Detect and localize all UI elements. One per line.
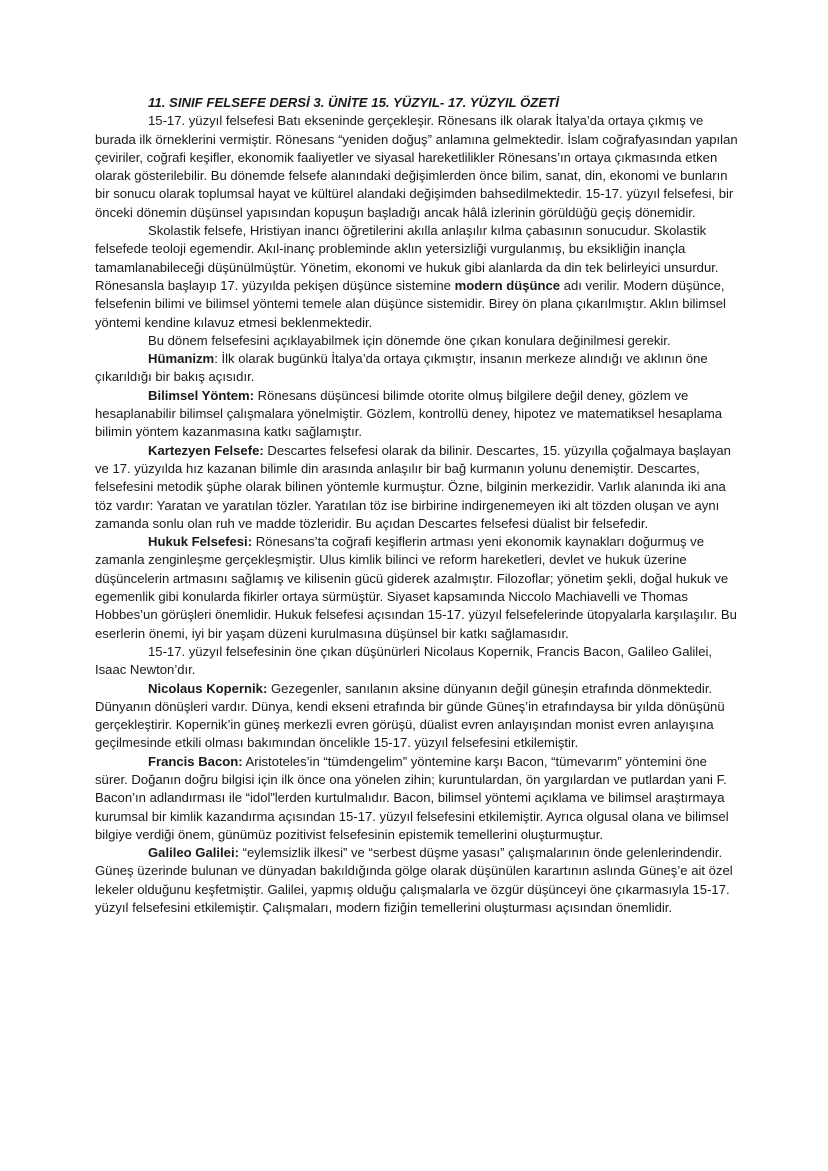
intro-paragraph: 15-17. yüzyıl felsefesi Batı ekseninde gerçekleşir. Rönesans ilk olarak İtalya’da ortaya çıkmış ve burada ilk örneklerini vermiştir. Rönesans “yeniden doğuş” anlamına gelmektedir. İslam coğrafyasından yapılan çeviriler, coğrafi keşifler, ekonomik faaliyetler ve siyasal hareketlilikler Rönesans’ın ortaya çıkmasında etken olarak gösterilebilir. Bu dönemde felsefe alanındaki değişimlerden önce bilim, sanat, din, ekonomi ve bunların bir sonucu olarak toplumsal hayat ve kültürel alandaki değişimden bahsedilmektedir. 15-17. yüzyıl felsefesi, bir önceki dönemin düşünsel yapısından kopuşun başladığı ancak hâlâ izlerinin görüldüğü geçiş dönemidir. bbox=[95, 113, 738, 220]
thinkers-intro-paragraph: 15-17. yüzyıl felsefesinin öne çıkan düşünürleri Nicolaus Kopernik, Francis Bacon, Galileo Galilei, Isaac Newton’dır. bbox=[95, 643, 713, 678]
cartesian-paragraph bbox=[95, 442, 739, 533]
document-page bbox=[95, 94, 739, 917]
humanism-text: : İlk olarak bugünkü İtalya’da ortaya çıkmıştır, insanın merkeze alındığı ve aklının öne çıkarıldığı bir bakış açısıdır. bbox=[95, 351, 708, 385]
scientific-method-label: Bilimsel Yöntem: bbox=[148, 387, 254, 403]
cartesian-text: Descartes felsefesi olarak da bilinir. Descartes, 15. yüzyılla çoğalmaya başlayan ve 17. yüzyılda hız kazanan bilimle din arasında anlaşılır bir bağ kurmanın yolunu denemiştir. Descartes, felsefesini metodik şüphe olarak bilinen yöntemle kurmuştur. Özne, bilginin merkezidir. Varlık alanında iki ana töz vardır: Yaratan ve yaratılan tözler. Yaratılan töz ise birbirine indirgenemeyen iki alt tözden oluşan ve aynı zamanda sonlu olan ruh ve madde tözleridir. Bu açıdan Descartes felsefesi düalist bir felsefedir. bbox=[95, 442, 731, 531]
bacon-label: Francis Bacon: bbox=[148, 753, 243, 769]
bacon-paragraph bbox=[95, 753, 739, 844]
scholastic-text-1: Skolastik felsefe, Hristiyan inancı öğretilerini akılla anlaşılır kılma çabasının sonucudur. Skolastik felsefede teoloji egemendir. Akıl-inanç probleminde aklın yetersizliği vurgulanmış, bu eksikliğin inançla tamamlanabileceği düşünülmüştür. Yönetim, ekonomi ve hukuk gibi alanlarda da din tek belirleyici unsurdur. Rönesansla başlayıp 17. yüzyılda pekişen düşünce sistemine bbox=[95, 223, 719, 293]
cartesian-label: Kartezyen Felsefe: bbox=[148, 442, 264, 458]
scientific-method-text: Rönesans düşüncesi bilimde otorite olmuş bilgilere değil deney, gözlem ve hesaplanabilir bilimsel çalışmalara yönelmiştir. Gözlem, kontrollü deney, hipotez ve matematiksel hesaplama bilimin yöntem kazanmasına katkı sağlamıştır. bbox=[95, 387, 723, 440]
kopernik-label: Nicolaus Kopernik: bbox=[148, 680, 268, 696]
humanism-paragraph bbox=[95, 350, 739, 387]
law-philosophy-paragraph bbox=[95, 533, 739, 643]
kopernik-text: Gezegenler, sanılanın aksine dünyanın değil güneşin etrafında dönmektedir. Dünyanın dönüşleri vardır. Dünya, kendi ekseni etrafında bir günde Güneş’in etrafındaysa bir yılda dönüşünü gerçekleştirir. Kopernik’in güneş merkezli evren görüşü, düalist evren anlayışından monist evren anlayışına geçilmesinde etkili olması bakımından öncelikle 15-17. yüzyıl felsefesini etkilemiştir. bbox=[95, 680, 725, 751]
scholastic-text-2: adı verilir. Modern düşünce, felsefenin bilimi ve bilimsel yöntemi temele alan düşünce sistemidir. Birey ön plana çıkarılmıştır. Aklın bilimsel yöntemi kendine kılavuz etmesi beklenmektedir. bbox=[95, 277, 726, 330]
document-title: 11. SINIF FELSEFE DERSİ 3. ÜNİTE 15. YÜZYIL- 17. YÜZYIL ÖZETİ bbox=[148, 95, 559, 110]
kopernik-paragraph bbox=[95, 680, 739, 753]
law-philosophy-label: Hukuk Felsefesi: bbox=[148, 534, 253, 550]
concepts-intro-paragraph: Bu dönem felsefesini açıklayabilmek için dönemde öne çıkan konulara değinilmesi gerekir. bbox=[148, 332, 671, 348]
bacon-text: Aristoteles’in “tümdengelim” yöntemine karşı Bacon, “tümevarım” yöntemini öne sürer. Doğanın doğru bilgisi için ilk önce ona yönelen zihin; kuruntulardan, ön yargılardan ve putlardan yani F. Bacon’ın adlandırması ile “idol”lerden kurtulmalıdır. Bacon, bilimsel yöntemi açıklama ve bilimsel araştırmaya kurumsal bir kimlik kazandırma açısından 15-17. yüzyıl felsefesini etkilemiştir. Ayrıca olgusal olana ve bilimsel bilgiye verdiği önem, günümüz pozitivist felsefesinin epistemik temellerini oluşturmuştur. bbox=[95, 753, 729, 842]
galilei-text: “eylemsizlik ilkesi” ve “serbest düşme yasası” çalışmalarının önde gelenlerindendir. Güneş üzerinde bulunan ve dünyadan bakıldığında gölge olarak düşünülen karartının aslında Güneş’e ait özel lekeler olduğunu keşfetmiştir. Galilei, yapmış olduğu çalışmalarla ve özgür düşünceyi öne çıkarmasıyla 15-17. yüzyıl felsefesini etkilemiştir. Çalışmaları, modern fiziğin temellerini oluşturması açısından önemlidir. bbox=[95, 845, 733, 916]
galilei-label: Galileo Galilei: bbox=[148, 845, 239, 861]
galilei-paragraph bbox=[95, 844, 739, 917]
law-philosophy-text: Rönesans’ta coğrafi keşiflerin artması yeni ekonomik kaynakları doğurmuş ve zamanla zenginleşme gerçekleşmiştir. Ulus kimlik bilinci ve reform hareketleri, devlet ve hukuk üzerine düşüncelerin artmasını sağlamış ve kilisenin gücü giderek azalmıştır. Filozoflar; yönetim şekli, doğal hukuk ve egemenlik gibi konularda fikirler ortaya sürmüştür. Siyaset kapsamında Niccolo Machiavelli ve Thomas Hobbes’un görüşleri önemlidir. Hukuk felsefesi açısından 15-17. yüzyıl felsefelerinde ütopyalarla karşılaşılır. Bu eserlerin önemi, iyi bir yaşam düzeni kurulmasına düşünsel bir katkı sağlamasıdır. bbox=[95, 534, 737, 641]
humanism-label: Hümanizm bbox=[148, 351, 215, 367]
scholastic-paragraph bbox=[95, 222, 739, 332]
scientific-method-paragraph bbox=[95, 387, 739, 442]
modern-thought-term: modern düşünce bbox=[454, 277, 561, 293]
